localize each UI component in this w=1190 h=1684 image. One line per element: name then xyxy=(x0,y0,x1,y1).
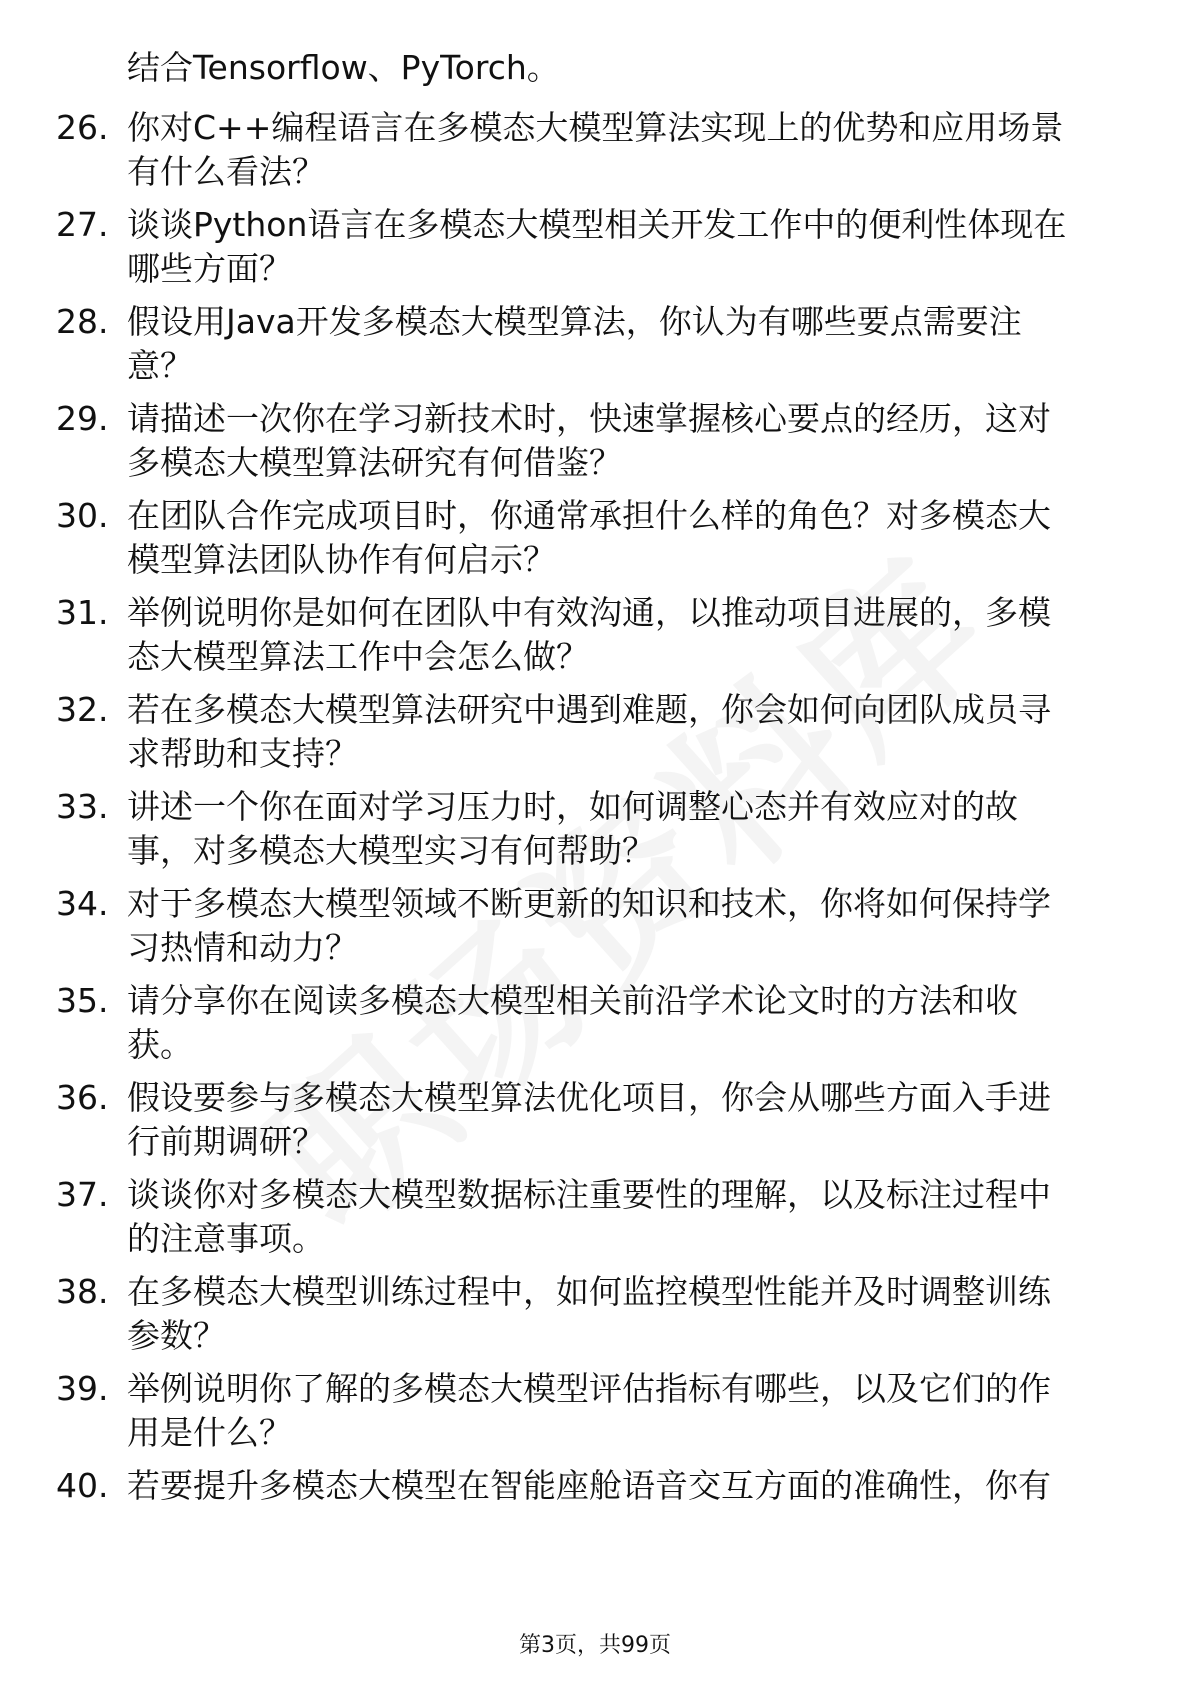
item-text-line2: 获。 xyxy=(127,1025,193,1064)
item-text-line2: 哪些方面？ xyxy=(127,249,292,288)
item-text-line1: 讲述一个你在面对学习压力时，如何调整心态并有效应对的故 xyxy=(127,787,1018,826)
item-number: 32. xyxy=(56,690,109,729)
item-number: 29. xyxy=(56,399,109,438)
item-number: 27. xyxy=(56,205,109,244)
item-text-line2: 态大模型算法工作中会怎么做？ xyxy=(127,637,589,676)
item-text-line2: 意？ xyxy=(127,346,193,385)
item-text-line1: 举例说明你了解的多模态大模型评估指标有哪些，以及它们的作 xyxy=(127,1369,1051,1408)
item-text-line1: 你对C++编程语言在多模态大模型算法实现上的优势和应用场景 xyxy=(127,108,1064,147)
item-text-line1: 谈谈你对多模态大模型数据标注重要性的理解，以及标注过程中 xyxy=(127,1175,1051,1214)
item-text-line1: 请分享你在阅读多模态大模型相关前沿学术论文时的方法和收 xyxy=(127,981,1018,1020)
item-text-line2: 事，对多模态大模型实习有何帮助？ xyxy=(127,831,655,870)
item-text-line1: 谈谈Python语言在多模态大模型相关开发工作中的便利性体现在 xyxy=(127,205,1067,244)
page-number-footer: 第3页，共99页 xyxy=(519,1633,671,1658)
item-number: 30. xyxy=(56,496,109,535)
item-text-line2: 用是什么？ xyxy=(127,1413,292,1452)
item-text-line1: 请描述一次你在学习新技术时，快速掌握核心要点的经历，这对 xyxy=(127,399,1051,438)
item-text-line1: 假设要参与多模态大模型算法优化项目，你会从哪些方面入手进 xyxy=(127,1078,1051,1117)
item-text-line2: 习热情和动力？ xyxy=(127,928,358,967)
item-text-line1: 若在多模态大模型算法研究中遇到难题，你会如何向团队成员寻 xyxy=(127,690,1051,729)
item-number: 36. xyxy=(56,1078,109,1117)
item-number: 34. xyxy=(56,884,109,923)
item-text-line1: 在多模态大模型训练过程中，如何监控模型性能并及时调整训练 xyxy=(127,1272,1051,1311)
item-number: 35. xyxy=(56,981,109,1020)
item-text-line1: 假设用Java开发多模态大模型算法，你认为有哪些要点需要注 xyxy=(127,302,1022,341)
item-text-line1: 对于多模态大模型领域不断更新的知识和技术，你将如何保持学 xyxy=(127,884,1051,923)
item-number: 28. xyxy=(56,302,109,341)
item-number: 31. xyxy=(56,593,109,632)
item-text-line2: 行前期调研？ xyxy=(127,1122,325,1161)
item-number: 26. xyxy=(56,108,109,147)
item-text-line2: 求帮助和支持？ xyxy=(127,734,358,773)
item-number: 38. xyxy=(56,1272,109,1311)
item-text-line2: 的注意事项。 xyxy=(127,1219,325,1258)
continuation-line: 结合Tensorflow、PyTorch。 xyxy=(127,48,560,87)
item-text-line1: 举例说明你是如何在团队中有效沟通，以推动项目进展的，多模 xyxy=(127,593,1051,632)
item-text-line1: 若要提升多模态大模型在智能座舱语音交互方面的准确性，你有 xyxy=(127,1466,1051,1505)
item-text-line2: 参数？ xyxy=(127,1316,226,1355)
item-text-line2: 有什么看法？ xyxy=(127,152,325,191)
item-number: 33. xyxy=(56,787,109,826)
item-number: 37. xyxy=(56,1175,109,1214)
item-number: 39. xyxy=(56,1369,109,1408)
item-number: 40. xyxy=(56,1466,109,1505)
item-text-line2: 多模态大模型算法研究有何借鉴？ xyxy=(127,443,622,482)
item-text-line1: 在团队合作完成项目时，你通常承担什么样的角色？对多模态大 xyxy=(127,496,1051,535)
item-text-line2: 模型算法团队协作有何启示？ xyxy=(127,540,556,579)
